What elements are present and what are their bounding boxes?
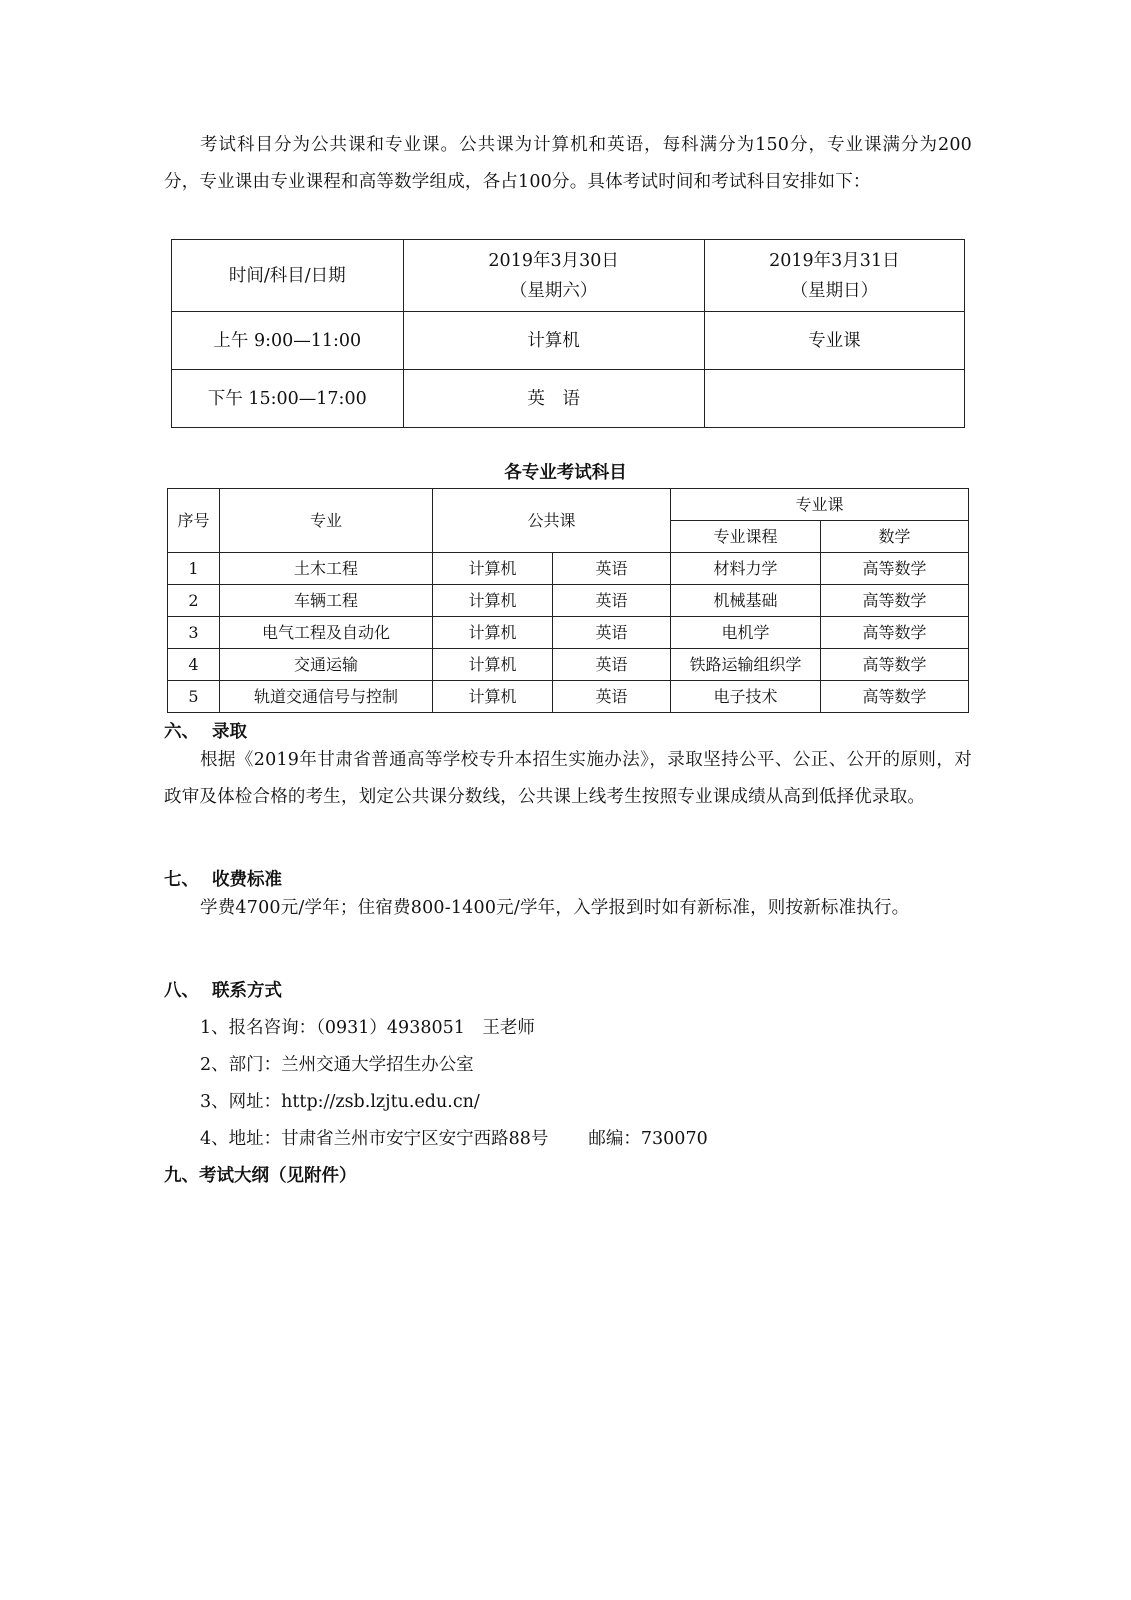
schedule-time: 下午 15:00—17:00 [172, 370, 404, 428]
row-english: 英语 [553, 617, 671, 649]
row-course: 电机学 [671, 617, 821, 649]
row-english: 英语 [553, 681, 671, 713]
schedule-header-day1: 2019年3月30日 （星期六） [403, 240, 704, 312]
row-computer: 计算机 [433, 585, 553, 617]
row-english: 英语 [553, 649, 671, 681]
row-course: 材料力学 [671, 553, 821, 585]
table-row [168, 617, 969, 649]
row-english: 英语 [553, 585, 671, 617]
row-computer: 计算机 [433, 681, 553, 713]
subjects-header-row [168, 489, 969, 521]
subjects-table [167, 488, 969, 713]
schedule-header-label: 时间/科目/日期 [172, 240, 404, 312]
contact-address [200, 1127, 708, 1151]
subjects-table-caption: 各专业考试科目 [504, 463, 627, 483]
header-course: 专业课程 [671, 521, 821, 553]
schedule-row-afternoon [172, 370, 965, 428]
row-math: 高等数学 [821, 553, 969, 585]
address-text: 4、地址：甘肃省兰州市安宁区安宁西路88号 [200, 1129, 549, 1149]
row-no: 3 [168, 617, 220, 649]
section-heading-admission: 六、 录取 [164, 722, 247, 742]
row-no: 5 [168, 681, 220, 713]
row-course: 铁路运输组织学 [671, 649, 821, 681]
row-major: 土木工程 [220, 553, 433, 585]
fees-paragraph: 学费4700元/学年；住宿费800-1400元/学年，入学报到时如有新标准，则按新标准执行。 [200, 898, 910, 918]
row-computer: 计算机 [433, 649, 553, 681]
intro-paragraph: 考试科目分为公共课和专业课。公共课为计算机和英语，每科满分为150分，专业课满分为200分，专业课由专业课程和高等数学组成，各占100分。具体考试时间和考试科目安排如下： [164, 135, 972, 192]
schedule-day2-subject: 专业课 [704, 312, 964, 370]
table-row [168, 649, 969, 681]
row-computer: 计算机 [433, 617, 553, 649]
header-professional: 专业课 [671, 489, 969, 521]
schedule-header-day2: 2019年3月31日 （星期日） [704, 240, 964, 312]
row-major: 交通运输 [220, 649, 433, 681]
row-computer: 计算机 [433, 553, 553, 585]
row-no: 1 [168, 553, 220, 585]
schedule-day2-subject [704, 370, 964, 428]
row-english: 英语 [553, 553, 671, 585]
header-major: 专业 [220, 489, 433, 553]
schedule-row-morning [172, 312, 965, 370]
section-heading-syllabus: 九、考试大纲（见附件） [164, 1166, 357, 1186]
exam-schedule-table [171, 239, 965, 428]
row-no: 2 [168, 585, 220, 617]
section-heading-fees: 七、 收费标准 [164, 870, 282, 890]
schedule-header-row [172, 240, 965, 312]
header-no: 序号 [168, 489, 220, 553]
table-row [168, 585, 969, 617]
schedule-day1-subject: 英 语 [403, 370, 704, 428]
row-course: 机械基础 [671, 585, 821, 617]
row-major: 车辆工程 [220, 585, 433, 617]
row-major: 电气工程及自动化 [220, 617, 433, 649]
row-major: 轨道交通信号与控制 [220, 681, 433, 713]
table-row [168, 553, 969, 585]
contact-department: 2、部门：兰州交通大学招生办公室 [200, 1055, 474, 1075]
row-math: 高等数学 [821, 649, 969, 681]
row-no: 4 [168, 649, 220, 681]
postcode-text: 邮编：730070 [588, 1129, 708, 1149]
header-public: 公共课 [433, 489, 671, 553]
admission-paragraph: 根据《2019年甘肃省普通高等学校专升本招生实施办法》，录取坚持公平、公正、公开的原则，对政审及体检合格的考生，划定公共课分数线，公共课上线考生按照专业课成绩从高到低择优录取。 [164, 750, 972, 807]
row-math: 高等数学 [821, 681, 969, 713]
header-math: 数学 [821, 521, 969, 553]
row-math: 高等数学 [821, 617, 969, 649]
table-row [168, 681, 969, 713]
section-heading-contact: 八、 联系方式 [164, 981, 282, 1001]
schedule-day1-subject: 计算机 [403, 312, 704, 370]
contact-phone: 1、报名咨询：（0931）4938051 王老师 [200, 1018, 535, 1038]
row-course: 电子技术 [671, 681, 821, 713]
schedule-time: 上午 9:00—11:00 [172, 312, 404, 370]
row-math: 高等数学 [821, 585, 969, 617]
contact-website[interactable]: 3、网址：http://zsb.lzjtu.edu.cn/ [200, 1092, 480, 1112]
